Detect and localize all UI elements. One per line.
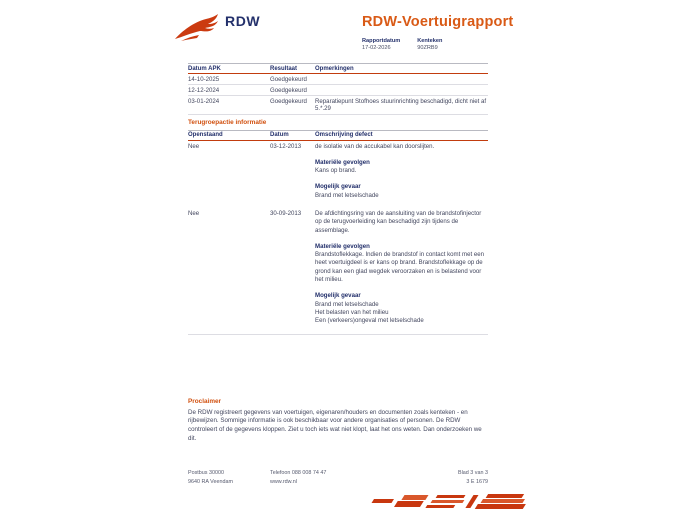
recall-header-defect: Omschrijving defect — [315, 132, 373, 138]
apk-datum: 12-12-2024 — [188, 86, 220, 94]
footer-address — [188, 469, 233, 487]
speed-stripes-icon — [362, 491, 528, 513]
table-row — [188, 208, 488, 334]
gevaar-line: Brand met letselschade — [315, 300, 379, 308]
recall-table-body — [188, 141, 488, 335]
table-row — [188, 141, 488, 208]
proclaimer-text: De RDW registreert gegevens van voertuigen, eigenaren/houders en documenten zoals kenteken - en rijbewijzen. Sommige informatie is ook beschikbaar voor andere organisaties of personen. De RDW controleert of de gegevens kloppen. Ziet u toch iets wat niet klopt, laat het ons weten. Dan onderzoeken we dit. — [188, 408, 482, 443]
apk-resultaat: Goedgekeurd — [270, 97, 307, 105]
materiele-gevolgen-text: Brandstoflekkage. Indien de brandstof in contact komt met een heet voertuigdeel is er kans op brand. Brandstoflekkage op de grond kan een glad wegdek veroorzaken en is belastend voor het milieu. — [315, 251, 485, 284]
kenteken-label: Kenteken — [417, 38, 443, 44]
rdw-swoosh-icon — [174, 12, 220, 44]
apk-resultaat: Goedgekeurd — [270, 86, 307, 94]
page-title: RDW-Voertuigrapport — [362, 14, 514, 30]
materiele-gevolgen-text: Kans op brand. — [315, 167, 357, 175]
recall-header-datum: Datum — [270, 132, 289, 138]
apk-opmerkingen — [315, 76, 488, 83]
rapportdatum-block — [362, 38, 400, 52]
table-row — [188, 74, 488, 85]
table-row — [188, 85, 488, 96]
mogelijk-gevaar-label: Mogelijk gevaar — [315, 292, 361, 300]
apk-datum: 14-10-2025 — [188, 75, 220, 83]
recall-section — [188, 119, 488, 335]
kenteken-value: 90ZRB9 — [417, 45, 438, 51]
recall-openstaand: Nee — [188, 209, 200, 217]
apk-opmerkingen: Reparatiepunt Stofhoes stuurinrichting beschadigd, dicht niet af 5.*.29 — [315, 97, 487, 113]
rdw-stripes-graphic — [362, 491, 528, 514]
rapportdatum-label: Rapportdatum — [362, 38, 401, 44]
defect-text: de isolatie van de accukabel kan doorslijten. — [315, 142, 435, 150]
footer-page-number: Blad 3 van 3 — [458, 470, 488, 476]
kenteken-block — [417, 38, 442, 52]
materiele-gevolgen-label: Materiële gevolgen — [315, 158, 370, 166]
table-row — [188, 96, 488, 114]
recall-openstaand: Nee — [188, 142, 200, 150]
apk-opmerkingen — [315, 87, 488, 94]
report-meta — [362, 38, 442, 52]
apk-resultaat: Goedgekeurd — [270, 75, 307, 83]
gevaar-line: Een (verkeers)ongeval met letselschade — [315, 317, 424, 325]
rdw-logo-text: RDW — [225, 13, 261, 29]
proclaimer-section — [188, 398, 488, 444]
footer-website-link[interactable]: www.rdw.nl — [270, 479, 297, 486]
footer-address-line1: Postbus 30000 — [188, 470, 224, 476]
recall-defect-cell — [315, 210, 488, 326]
rapportdatum-value: 17-02-2026 — [362, 45, 391, 51]
apk-datum: 03-01-2024 — [188, 97, 220, 105]
apk-header-resultaat: Resultaat — [270, 65, 298, 72]
recall-datum: 30-09-2013 — [270, 209, 302, 217]
defect-text: De afdichtingsring van de aansluiting van de brandstofinjector op de terugvoerleiding kan beschadigd zijn tijdens de assemblage. — [315, 209, 482, 234]
apk-header-datum: Datum APK — [188, 65, 221, 72]
rdw-logo — [174, 12, 260, 44]
recall-datum: 03-12-2013 — [270, 142, 302, 150]
footer-contact — [270, 469, 326, 487]
apk-table — [188, 63, 488, 115]
proclaimer-title: Proclaimer — [188, 398, 222, 405]
recall-defect-cell — [315, 143, 488, 200]
mogelijk-gevaar-label: Mogelijk gevaar — [315, 183, 361, 191]
gevaar-line: Het belasten van het milieu — [315, 308, 389, 316]
recall-table-header — [188, 130, 488, 141]
gevaar-line: Brand met letselschade — [315, 191, 379, 199]
footer-pageinfo — [418, 469, 488, 487]
apk-table-header — [188, 63, 488, 74]
recall-header-openstaand: Openstaand — [188, 132, 223, 138]
footer-phone: Telefoon 088 008 74 47 — [270, 470, 327, 476]
apk-header-opmerkingen: Opmerkingen — [315, 65, 354, 72]
footer-address-line2: 9640 RA Veendam — [188, 479, 233, 486]
footer-doc-code: 3 E 1679 — [466, 479, 488, 486]
materiele-gevolgen-label: Materiële gevolgen — [315, 242, 370, 250]
recall-section-title: Terugroepactie informatie — [188, 119, 267, 126]
